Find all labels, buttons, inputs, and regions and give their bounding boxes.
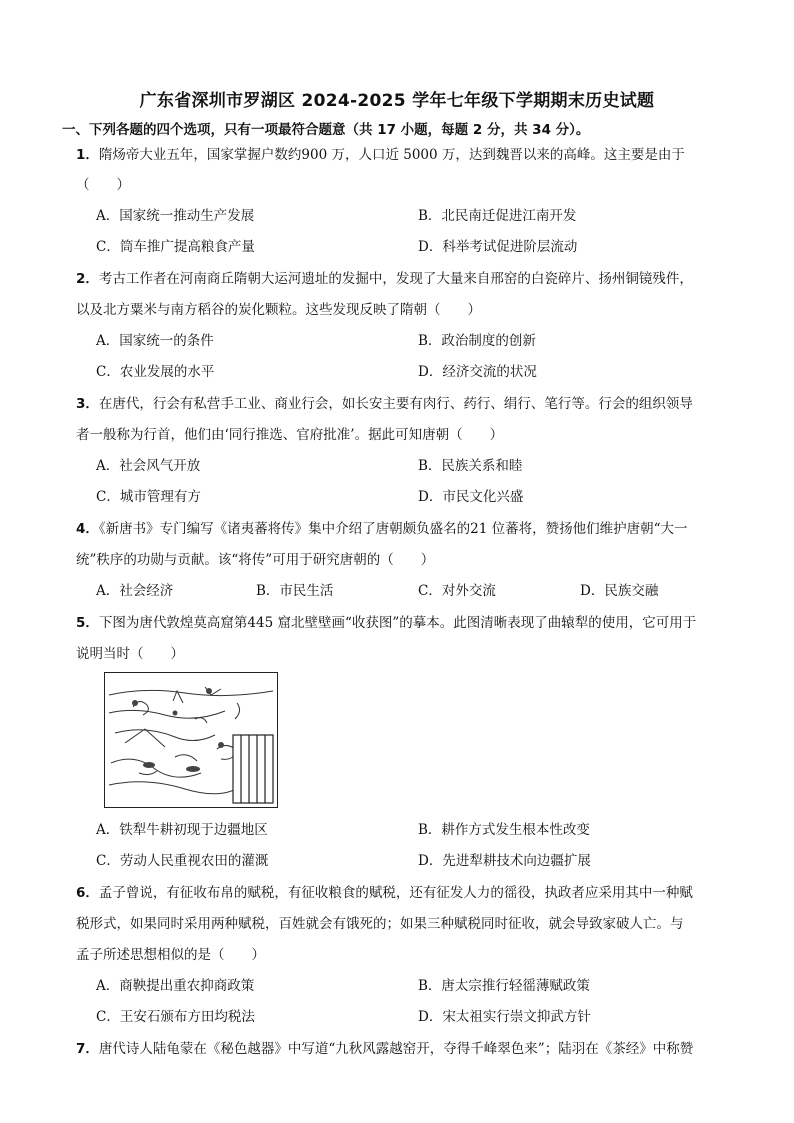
q3-option-b: B．民族关系和睦	[418, 458, 523, 474]
q3-option-c: C．城市管理有方	[96, 489, 201, 505]
q1-number: 1．	[76, 147, 99, 163]
q5-number: 5．	[76, 615, 99, 631]
q1-option-c: C．筒车推广提高粮食产量	[96, 239, 255, 255]
q2-option-a: A．国家统一的条件	[96, 333, 214, 349]
q5-option-c: C．劳动人民重视农田的灌溉	[96, 853, 269, 869]
q4-number: 4．	[76, 521, 99, 537]
q6-option-a: A．商鞅提出重农抑商政策	[96, 978, 255, 994]
q5-line2: 说明当时（ ）	[76, 646, 184, 662]
q5-line1: 5．下图为唐代敦煌莫高窟第445 窟北壁壁画“收获图”的摹本。此图清晰表现了曲辕犁的使用，它可用于	[76, 615, 697, 631]
q2-number: 2．	[76, 271, 99, 287]
q3-option-a: A．社会风气开放	[96, 458, 201, 474]
q6-line2: 税形式，如果同时采用两种赋税，百姓就会有饿死的；如果三种赋税同时征收，就会导致家破人亡。与	[76, 916, 684, 932]
q7-line1: 7．唐代诗人陆龟蒙在《秘色越器》中写道“九秋风露越窑开，夺得千峰翠色来”；陆羽在《茶经》中称赞	[76, 1041, 694, 1057]
q1-option-a: A．国家统一推动生产发展	[96, 208, 255, 224]
q3-number: 3．	[76, 396, 99, 412]
q6-number: 6．	[76, 885, 99, 901]
q4-option-a: A．社会经济	[96, 583, 174, 599]
exam-title: 广东省深圳市罗湖区 2024-2025 学年七年级下学期期末历史试题	[139, 91, 655, 111]
q6-option-d: D．宋太祖实行崇文抑武方针	[418, 1009, 591, 1025]
q1-line2: （ ）	[76, 177, 130, 193]
q1-line1: 1．隋炀帝大业五年，国家掌握户数约900 万，人口近 5000 万，达到魏晋以来的高峰。这主要是由于	[76, 147, 685, 163]
q3-line2: 者一般称为行首，他们由‘同行推选、官府批准’。据此可知唐朝（ ）	[76, 427, 504, 443]
q7-number: 7．	[76, 1041, 99, 1057]
q2-option-c: C．农业发展的水平	[96, 364, 215, 380]
section-heading: 一、下列各题的四个选项，只有一项最符合题意（共 17 小题，每题 2 分，共 34 分）。	[62, 122, 590, 138]
q5-option-d: D．先进犁耕技术向边疆扩展	[418, 853, 591, 869]
q2-option-d: D．经济交流的状况	[418, 364, 537, 380]
q4-line2: 统”秩序的功勋与贡献。该“将传”可用于研究唐朝的（ ）	[76, 552, 435, 568]
q2-line1: 2．考古工作者在河南商丘隋朝大运河遗址的发掘中，发现了大量来自邢窑的白瓷碎片、扬州铜镜残件，	[76, 271, 693, 287]
q4-option-b: B．市民生活	[256, 583, 334, 599]
q4-option-c: C．对外交流	[418, 583, 496, 599]
q4-option-d: D．民族交融	[580, 583, 659, 599]
mural-sketch-icon	[105, 673, 277, 807]
q2-option-b: B．政治制度的创新	[418, 333, 536, 349]
q3-option-d: D．市民文化兴盛	[418, 489, 524, 505]
q2-line2: 以及北方粟米与南方稻谷的炭化颗粒。这些发现反映了隋朝（ ）	[76, 302, 481, 318]
harvest-mural-image	[104, 672, 278, 808]
q1-option-d: D．科举考试促进阶层流动	[418, 239, 578, 255]
q6-option-c: C．王安石颁布方田均税法	[96, 1009, 255, 1025]
q6-option-b: B．唐太宗推行轻徭薄赋政策	[418, 978, 590, 994]
q1-option-b: B．北民南迁促进江南开发	[418, 208, 577, 224]
q3-line1: 3．在唐代，行会有私营手工业、商业行会，如长安主要有肉行、药行、绢行、笔行等。行会的组织领导	[76, 396, 693, 412]
q6-line1: 6．孟子曾说，有征收布帛的赋税，有征收粮食的赋税，还有征发人力的徭役，执政者应采用其中一种赋	[76, 885, 693, 901]
q4-line1: 4．《新唐书》专门编写《诸夷蕃将传》集中介绍了唐朝颇负盛名的21 位蕃将，赞扬他们维护唐朝“大一	[76, 521, 688, 537]
q5-option-a: A．铁犁牛耕初现于边疆地区	[96, 822, 268, 838]
q6-line3: 孟子所述思想相似的是（ ）	[76, 947, 265, 963]
q5-option-b: B．耕作方式发生根本性改变	[418, 822, 590, 838]
